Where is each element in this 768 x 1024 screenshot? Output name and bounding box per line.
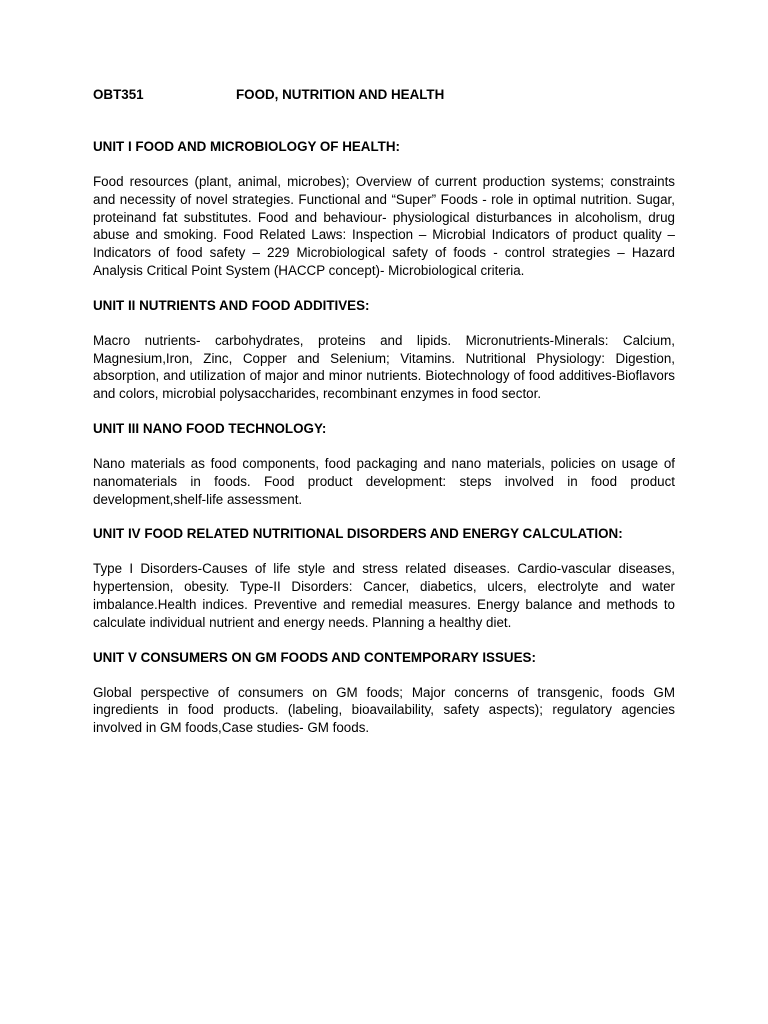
course-header <box>93 86 675 104</box>
unit-3-heading: UNIT III NANO FOOD TECHNOLOGY: <box>93 420 327 436</box>
course-title: FOOD, NUTRITION AND HEALTH <box>236 87 445 102</box>
unit-2-heading: UNIT II NUTRIENTS AND FOOD ADDITIVES: <box>93 297 370 313</box>
unit-5-heading: UNIT V CONSUMERS ON GM FOODS AND CONTEMPORARY ISSUES: <box>93 649 536 665</box>
unit-1-heading: UNIT I FOOD AND MICROBIOLOGY OF HEALTH: <box>93 139 400 154</box>
unit-4-body: Type I Disorders-Causes of life style and stress related diseases. Cardio-vascular diseases, hypertension, obesity. Type-II Disorders: Cancer, diabetics, ulcers, electrolyte and water imbalance.Health indices. Preventive and remedial measures. Energy balance and methods to calculate individual nutrient and energy needs. Planning a healthy diet. <box>93 561 675 630</box>
unit-2-body: Macro nutrients- carbohydrates, proteins and lipids. Micronutrients-Minerals: Calcium, Magnesium,Iron, Zinc, Copper and Selenium; Vitamins. Nutritional Physiology: Digestion, absorption, and utilization of major and minor nutrients. Biotechnology of food additives-Bioflavors and colors, microbial polysaccharides, recombinant enzymes in food sector. <box>93 332 675 402</box>
unit-5-body: Global perspective of consumers on GM foods; Major concerns of transgenic, foods GM ingredients in food products. (labeling, bioavailability, safety aspects); regulatory agencies involved in GM foods,Case studies- GM foods. <box>93 684 675 736</box>
unit-1-body: Food resources (plant, animal, microbes); Overview of current production systems; constraints and necessity of novel strategies. Functional and “Super” Foods - role in optimal nutrition. Sugar, proteinand fat substitutes. Food and behaviour- physiological disturbances in alcoholism, drug abuse and smoking. Food Related Laws: Inspection – Microbial Indicators of product quality – Indicators of food safety – 229 Microbiological safety of foods - control strategies – Hazard Analysis Critical Point System (HACCP concept)- Microbiological criteria. <box>93 174 675 278</box>
course-code: OBT351 <box>93 87 144 102</box>
unit-3-body: Nano materials as food components, food packaging and nano materials, policies on usage of nanomaterials in foods. Food product development: steps involved in food product development,shelf-life assessment. <box>93 455 675 507</box>
unit-4-heading: UNIT IV FOOD RELATED NUTRITIONAL DISORDERS AND ENERGY CALCULATION: <box>93 526 623 542</box>
document-page <box>93 86 675 737</box>
